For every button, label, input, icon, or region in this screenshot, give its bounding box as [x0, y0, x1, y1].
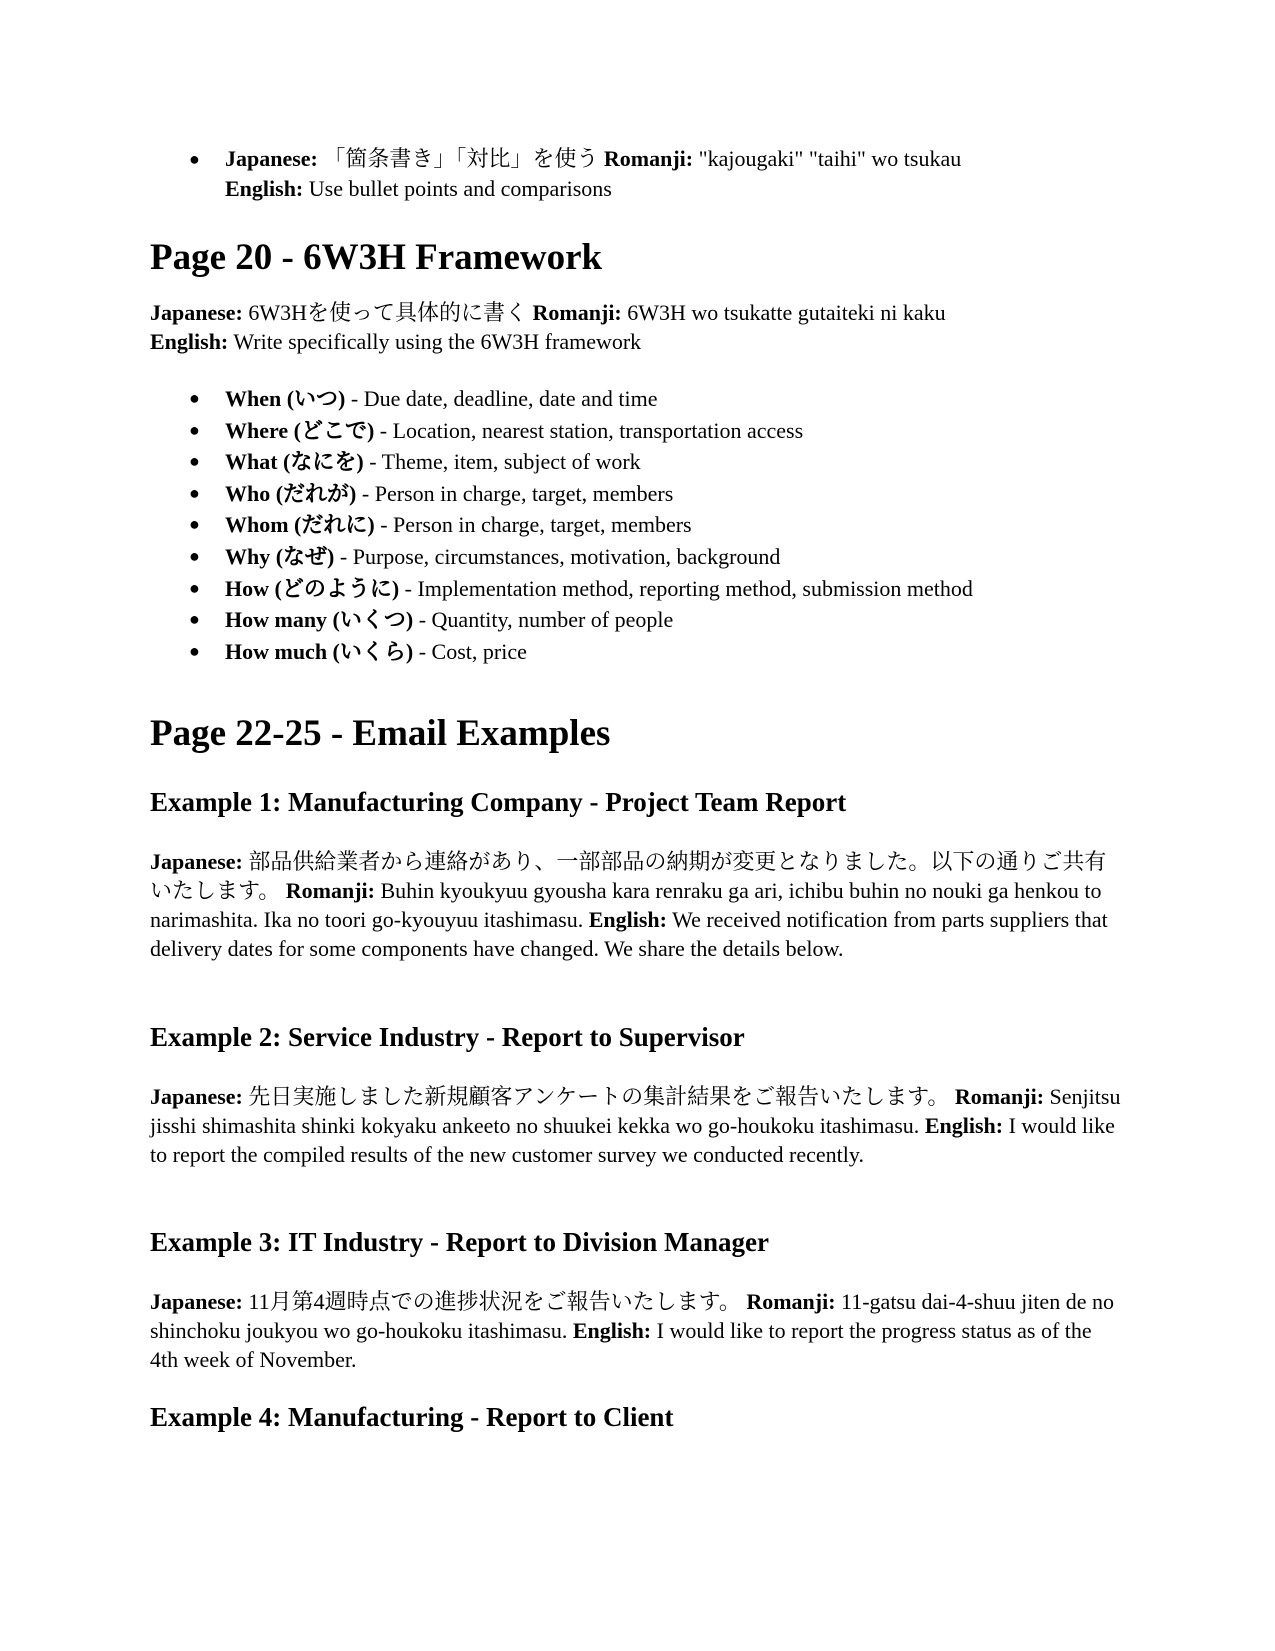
example-paragraph	[150, 1287, 1125, 1374]
romanji-text: Senjitsu jisshi shimashita shinki kokyaku ankeeto no shuukei kekka wo go-houkoku itashimasu.	[150, 1084, 1121, 1138]
desc: - Implementation method, reporting method, submission method	[399, 575, 973, 601]
english-label: English:	[924, 1113, 1004, 1138]
english-text: We received notification from parts suppliers that delivery dates for some components have changed. We share the details below.	[150, 907, 1108, 961]
desc: - Due date, deadline, date and time	[345, 386, 658, 411]
term: When (いつ)	[225, 386, 346, 411]
romanji-label: Romanji:	[746, 1289, 836, 1314]
example-1-title: Example 1: Manufacturing Company - Project Team Report	[150, 787, 847, 817]
list-item-who	[150, 478, 1125, 510]
example-2-body	[150, 1082, 1125, 1169]
romanji-label: Romanji:	[285, 878, 375, 903]
bullet-icon: ●	[189, 482, 200, 503]
bullet-icon: ●	[189, 514, 200, 535]
bullet-icon: ●	[189, 609, 200, 630]
list-item	[150, 144, 1125, 204]
example-2-title: Example 2: Service Industry - Report to Supervisor	[150, 1022, 745, 1052]
list-item-why	[150, 541, 1125, 573]
desc: - Person in charge, target, members	[356, 480, 674, 506]
japanese-text: 部品供給業者から連絡があり、一部部品の納期が変更となりました。以下の通りご共有いたします。	[150, 849, 1107, 903]
list-6w3h	[150, 383, 1125, 667]
list-item-when	[150, 383, 1125, 415]
desc: - Cost, price	[413, 638, 527, 664]
term: Whom (だれに)	[225, 512, 375, 538]
romanji-label: Romanji:	[954, 1084, 1045, 1109]
list-item-whom	[150, 509, 1125, 541]
term: Who (だれが)	[225, 480, 357, 506]
japanese-text: 6W3Hを使って具体的に書く	[242, 300, 533, 325]
japanese-label: Japanese:	[150, 849, 243, 874]
example-1-body	[150, 847, 1125, 963]
english-text: I would like to report the compiled results of the new customer survey we conducted recently.	[150, 1113, 1115, 1167]
top-bullet-list	[150, 144, 1125, 204]
english-text: I would like to report the progress status as of the 4th week of November.	[150, 1318, 1092, 1372]
section-heading-email: Page 22-25 - Email Examples	[150, 713, 611, 754]
bullet-icon: ●	[189, 545, 200, 566]
term: Where (どこで)	[225, 417, 375, 443]
example-3-title: Example 3: IT Industry - Report to Division Manager	[150, 1227, 770, 1257]
japanese-label: Japanese:	[150, 1289, 243, 1314]
term: How (どのように)	[225, 575, 400, 601]
term: How much (いくら)	[225, 638, 414, 664]
list-6w3h-block	[150, 383, 1125, 667]
romanji-label: Romanji:	[532, 300, 622, 325]
english-label: English:	[225, 176, 304, 201]
desc: - Quantity, number of people	[413, 607, 674, 633]
romanji-text: 6W3H wo tsukatte gutaiteki ni kaku	[621, 300, 946, 325]
english-text: Write specifically using the 6W3H framework	[228, 329, 642, 354]
term: How many (いくつ)	[225, 607, 414, 633]
example-3-body	[150, 1287, 1125, 1374]
list-item-how-many	[150, 604, 1125, 636]
intro-paragraph	[150, 298, 1125, 356]
bullet-icon: ●	[189, 388, 200, 408]
list-item-what	[150, 446, 1125, 478]
intro-6w3h	[150, 298, 1125, 356]
term: What (なにを)	[225, 449, 364, 475]
bullet-icon: ●	[189, 451, 200, 472]
example-paragraph	[150, 1082, 1125, 1169]
japanese-label: Japanese:	[150, 300, 243, 325]
example-paragraph	[150, 847, 1125, 963]
desc: - Location, nearest station, transportation access	[374, 417, 804, 443]
desc: - Person in charge, target, members	[374, 512, 692, 538]
list-item-how	[150, 573, 1125, 605]
english-label: English:	[588, 907, 667, 932]
list-item-where	[150, 415, 1125, 447]
list-item-how-much	[150, 636, 1125, 668]
desc: - Purpose, circumstances, motivation, background	[334, 543, 781, 569]
bullet-icon: ●	[189, 149, 200, 169]
japanese-text: 11月第4週時点での進捗状況をご報告いたします。	[242, 1289, 747, 1314]
bullet-icon: ●	[189, 419, 200, 440]
english-label: English:	[150, 329, 229, 354]
section-heading-6w3h: Page 20 - 6W3H Framework	[150, 237, 603, 278]
japanese-text: 先日実施しました新規顧客アンケートの集計結果をご報告いたします。	[242, 1084, 955, 1109]
desc: - Theme, item, subject of work	[363, 449, 641, 475]
bullet-icon: ●	[189, 577, 200, 598]
japanese-label: Japanese:	[225, 146, 318, 171]
example-4-title: Example 4: Manufacturing - Report to Client	[150, 1402, 674, 1432]
term: Why (なぜ)	[225, 543, 335, 569]
romanji-text: "kajougaki" "taihi" wo tsukau	[693, 146, 962, 171]
english-text: Use bullet points and comparisons	[303, 176, 612, 201]
top-bullet-block	[150, 144, 1125, 204]
japanese-text: 「箇条書き」「対比」を使う	[317, 146, 604, 171]
japanese-label: Japanese:	[150, 1084, 243, 1109]
romanji-text: Buhin kyoukyuu gyousha kara renraku ga ari, ichibu buhin no nouki ga henkou to narimashita. Ika no toori go-kyouyuu itashimasu.	[150, 878, 1102, 932]
romanji-text: 11-gatsu dai-4-shuu jiten de no shinchoku joukyou wo go-houkoku itashimasu.	[150, 1289, 1114, 1343]
english-label: English:	[572, 1318, 652, 1343]
romanji-label: Romanji:	[603, 146, 694, 171]
bullet-icon: ●	[189, 640, 200, 661]
